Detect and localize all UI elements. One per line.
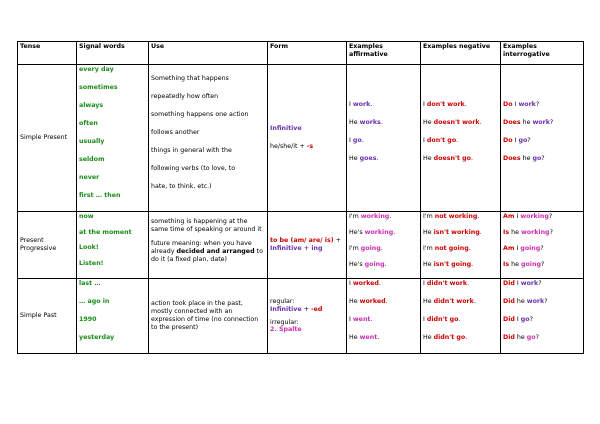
tense-cell: Simple Past [18, 279, 77, 354]
examples-affirmative-cell [347, 279, 421, 354]
form-cell [268, 212, 347, 279]
examples-negative-cell [421, 212, 501, 279]
form-line [270, 143, 344, 151]
example: Did he go? [503, 334, 539, 341]
example: Do I work? [503, 101, 540, 108]
signal-words-cell [77, 279, 149, 354]
example: He isn't working. [423, 229, 482, 236]
examples-interrogative-cell [501, 212, 584, 279]
use-cell [149, 212, 268, 279]
signal-word: seldom [79, 156, 105, 163]
use-line: hate, to think, etc.) [151, 183, 212, 190]
example: He works. [349, 119, 383, 126]
form-irregular: 2. Spalte [270, 326, 302, 334]
example: Does he work? [503, 119, 554, 126]
examples-negative-cell [421, 65, 501, 212]
header-examples-affirmative: Examples affirmative [347, 42, 421, 65]
header-examples-negative: Examples negative [421, 42, 501, 65]
use-line: something is happening at the same time of speaking or around it [151, 218, 262, 233]
form-suffix: -s [306, 143, 314, 151]
row-simple-past [18, 279, 584, 354]
row-present-progressive [18, 212, 584, 279]
form-cell [268, 279, 347, 354]
signal-word: usually [79, 138, 105, 145]
example: I don't work. [423, 101, 467, 108]
example: Do I go? [503, 137, 531, 144]
use-line: follows another [151, 129, 200, 136]
signal-word: never [79, 174, 100, 181]
example: He isn't going. [423, 261, 474, 268]
use-cell: action took place in the past, mostly connected with an expression of time (no connection to the present) [149, 279, 268, 354]
example: I work. [349, 101, 373, 108]
examples-interrogative-cell [501, 65, 584, 212]
example: He doesn't work. [423, 119, 482, 126]
header-tense: Tense [18, 42, 77, 65]
example: Am I working? [503, 213, 553, 220]
example: I'm not working. [423, 213, 480, 220]
form-regular-label: regular: [270, 297, 295, 305]
example: I went. [349, 316, 373, 323]
use-line: Something that happens [151, 75, 229, 82]
use-line: something happens one action [151, 111, 249, 118]
example: Did I go? [503, 316, 533, 323]
signal-word: Look! [79, 244, 99, 251]
form-infinitive-ing: Infinitive + ing [270, 245, 323, 252]
use-cell [149, 65, 268, 212]
header-form: Form [268, 42, 347, 65]
signal-word: 1990 [79, 316, 97, 323]
example: Does he go? [503, 155, 545, 162]
example: He didn't go. [423, 334, 468, 341]
form-plus: + [333, 237, 341, 245]
form-infinitive: Infinitive [270, 125, 302, 133]
header-examples-interrogative: Examples interrogative [501, 42, 584, 65]
example: He went. [349, 334, 380, 341]
example: Is he working? [503, 229, 553, 236]
signal-word: Listen! [79, 259, 104, 267]
form-text: he/she/it + [270, 143, 307, 151]
examples-interrogative-cell [501, 279, 584, 354]
example: He's working. [349, 229, 396, 236]
signal-word: yesterday [79, 334, 115, 341]
examples-negative-cell [421, 279, 501, 354]
form-irregular-label: irregular: [270, 318, 299, 326]
example: He's going. [349, 261, 387, 268]
example: He goes. [349, 155, 379, 162]
header-signal-words: Signal words [77, 42, 149, 65]
example: I go. [349, 137, 364, 144]
row-simple-present [18, 65, 584, 212]
use-line: following verbs (to love, to [151, 165, 236, 172]
form-regular: Infinitive + -ed [270, 305, 323, 313]
use-line: future meaning: when you have already decided and arranged to do it (a fixed plan, date) [151, 240, 263, 263]
example: He worked. [349, 298, 388, 305]
example: I'm working. [349, 213, 392, 220]
signal-word: every day [79, 66, 114, 73]
signal-word: now [79, 213, 94, 220]
example: I'm going. [349, 245, 383, 252]
signal-word: … ago in [79, 298, 110, 305]
signal-words-cell [77, 65, 149, 212]
header-use: Use [149, 42, 268, 65]
signal-word: sometimes [79, 84, 118, 91]
example: He doesn't go. [423, 155, 473, 162]
tenses-table [17, 41, 584, 354]
signal-word: always [79, 102, 104, 109]
example: Am I going? [503, 245, 544, 252]
example: I'm not going. [423, 245, 471, 252]
example: I didn't work. [423, 280, 470, 287]
examples-affirmative-cell [347, 65, 421, 212]
example: I don't go. [423, 137, 459, 144]
signal-words-cell [77, 212, 149, 279]
signal-word: often [79, 120, 98, 127]
example: Is he going? [503, 261, 545, 268]
signal-word: last … [79, 280, 101, 287]
header-row [18, 42, 584, 65]
examples-affirmative-cell [347, 212, 421, 279]
form-to-be: to be (am/ are/ is) [270, 237, 334, 245]
tense-cell: Simple Present [18, 65, 77, 212]
tense-cell: Present Progressive [18, 212, 77, 279]
signal-word: first … then [79, 192, 121, 199]
example: I didn't go. [423, 316, 461, 323]
example: He didn't work. [423, 298, 476, 305]
example: I worked. [349, 280, 381, 287]
signal-word: at the moment [79, 228, 132, 236]
example: Did I work? [503, 280, 542, 287]
example: Did he work? [503, 298, 548, 305]
use-line: things in general with the [151, 147, 232, 154]
form-cell [268, 65, 347, 212]
use-line: repeatedly how often [151, 93, 219, 100]
